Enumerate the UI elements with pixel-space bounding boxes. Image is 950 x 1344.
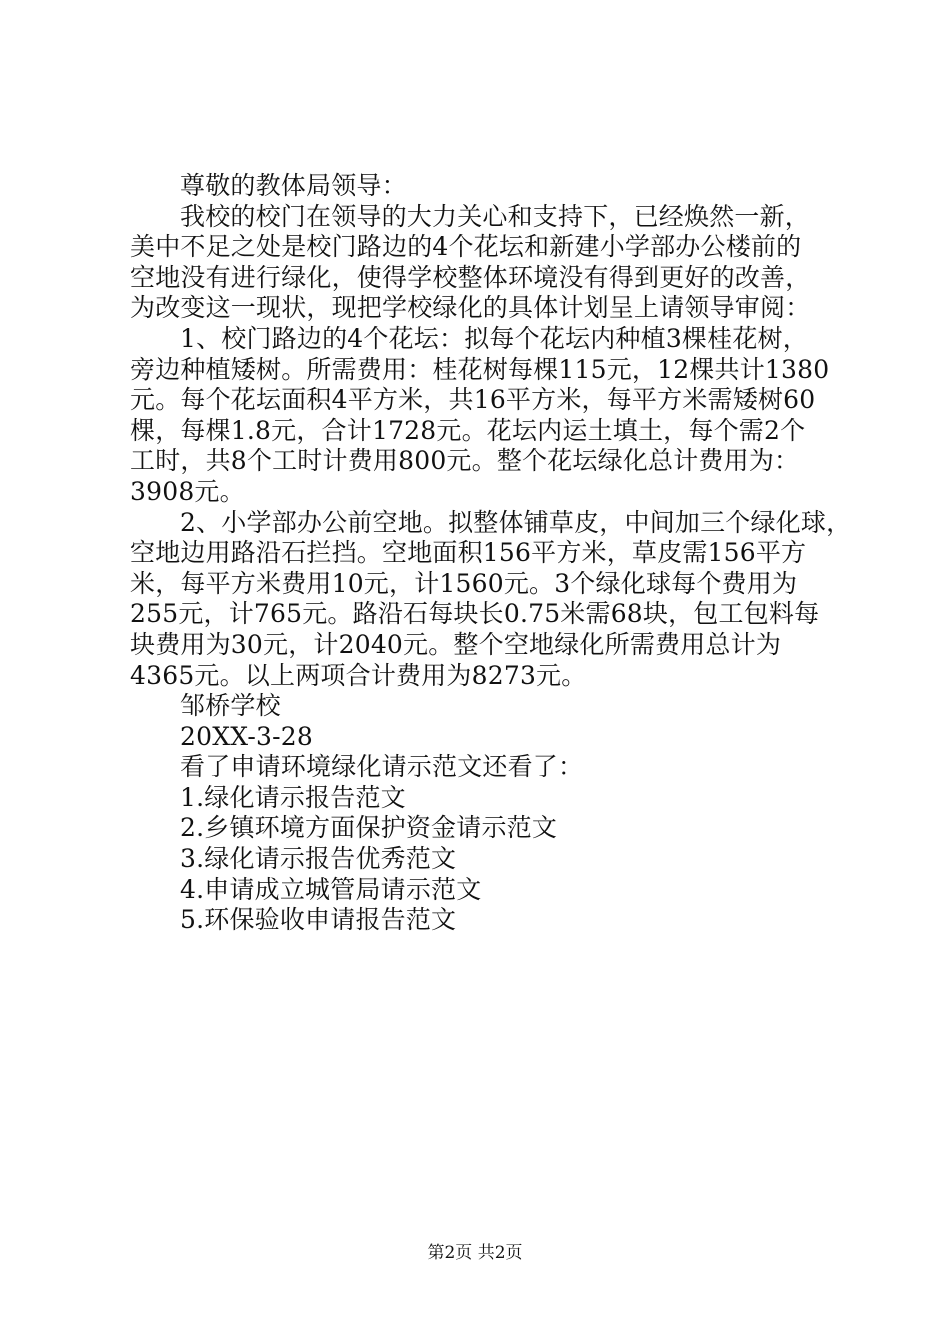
document-body [130, 171, 852, 936]
item1-line: 元。每个花坛面积4平方米，共16平方米，每平方米需矮树60 [130, 385, 816, 415]
item1-line: 3908元。 [130, 476, 245, 506]
intro-line: 我校的校门在领导的大力关心和支持下，已经焕然一新， [180, 201, 811, 231]
related-link[interactable]: 1.绿化请示报告范文 [180, 782, 406, 812]
intro-line: 为改变这一现状，现把学校绿化的具体计划呈上请领导审阅： [130, 293, 811, 323]
item2-line: 米，每平方米费用10元，计1560元。3个绿化球每个费用为 [130, 568, 798, 598]
related-link[interactable]: 5.环保验收申请报告范文 [180, 905, 457, 935]
item2-line: 4365元。以上两项合计费用为8273元。 [130, 660, 587, 690]
item2-line: 255元，计765元。路沿石每块长0.75米需68块，包工包料每 [130, 599, 820, 629]
intro-line: 美中不足之处是校门路边的4个花坛和新建小学部办公楼前的 [130, 232, 802, 262]
related-link[interactable]: 2.乡镇环境方面保护资金请示范文 [180, 813, 558, 843]
related-heading: 看了申请环境绿化请示范文还看了： [180, 752, 584, 782]
related-link[interactable]: 3.绿化请示报告优秀范文 [180, 844, 457, 874]
item1-line: 1、校门路边的4个花坛：拟每个花坛内种植3棵桂花树， [180, 323, 808, 353]
item2-line: 2、小学部办公前空地。拟整体铺草皮，中间加三个绿化球， [180, 507, 852, 537]
date: 20XX-3-28 [180, 721, 313, 751]
item1-line: 旁边种植矮树。所需费用：桂花树每棵115元，12棵共计1380 [130, 354, 830, 384]
page-number: 第2页 共2页 [427, 1243, 523, 1263]
intro-line: 空地没有进行绿化，使得学校整体环境没有得到更好的改善， [130, 262, 811, 292]
item2-line: 块费用为30元，计2040元。整个空地绿化所需费用总计为 [130, 629, 782, 659]
item1-line: 棵，每棵1.8元，合计1728元。花坛内运土填土，每个需2个 [130, 415, 806, 445]
salutation: 尊敬的教体局领导： [180, 171, 407, 200]
item1-line: 工时，共8个工时计费用800元。整个花坛绿化总计费用为： [130, 446, 800, 476]
related-link[interactable]: 4.申请成立城管局请示范文 [180, 874, 482, 904]
item2-line: 空地边用路沿石拦挡。空地面积156平方米，草皮需156平方 [130, 538, 807, 568]
signature: 邹桥学校 [180, 691, 281, 721]
